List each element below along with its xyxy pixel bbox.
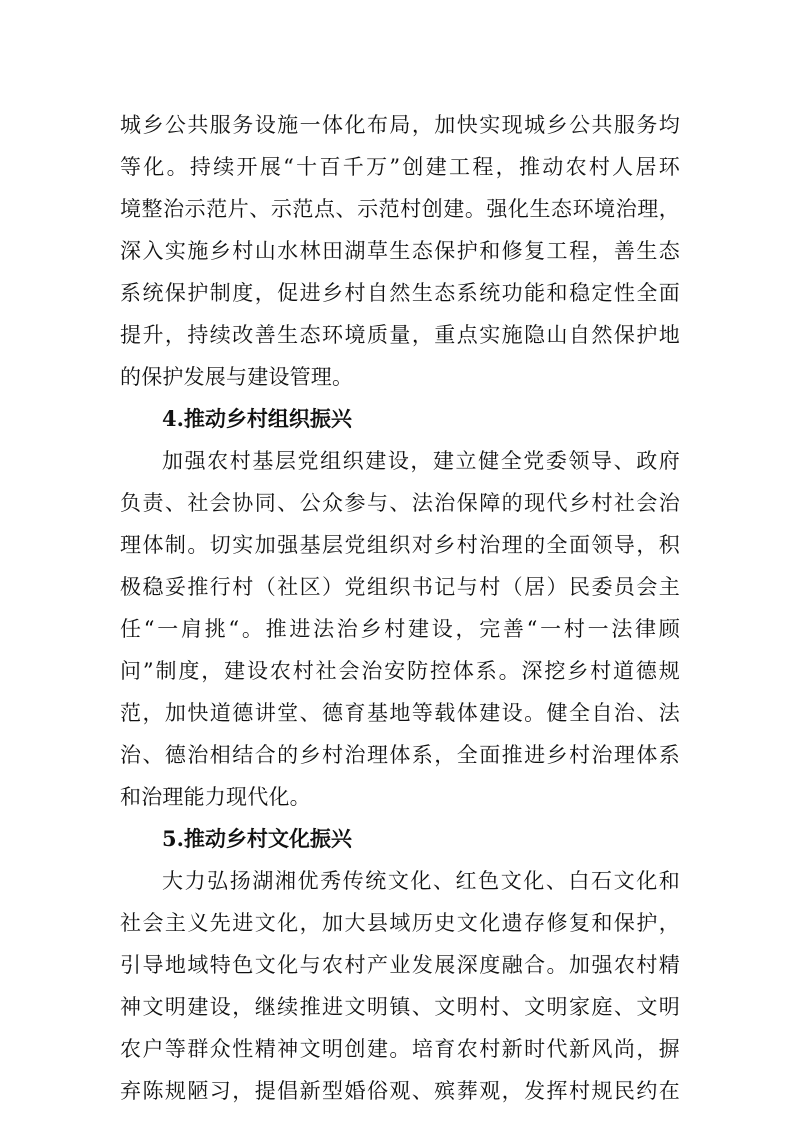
paragraph-line: 大力弘扬湖湘优秀传统文化、红色文化、白石文化和 xyxy=(162,869,680,893)
paragraph-line: 神文明建设，继续推进文明镇、文明村、文明家庭、文明 xyxy=(120,995,680,1019)
paragraph-line: 负责、社会协同、公众参与、法治保障的现代乡村社会治 xyxy=(120,491,680,515)
paragraph-line: 治、德治相结合的乡村治理体系，全面推进乡村治理体系 xyxy=(120,743,680,767)
paragraph-line: 问”制度，建设农村社会治安防控体系。深挖乡村道德规 xyxy=(120,659,680,683)
paragraph-line: 理体制。切实加强基层党组织对乡村治理的全面领导，积 xyxy=(120,533,680,557)
paragraph-line: 任“一肩挑“。推进法治乡村建设，完善“一村一法律顾 xyxy=(120,617,680,641)
paragraph-line: 系统保护制度，促进乡村自然生态系统功能和稳定性全面 xyxy=(120,281,680,305)
paragraph-line: 深入实施乡村山水林田湖草生态保护和修复工程，善生态 xyxy=(120,239,680,263)
paragraph-line: 城乡公共服务设施一体化布局，加快实现城乡公共服务均 xyxy=(120,113,680,137)
paragraph-line: 境整治示范片、示范点、示范村创建。强化生态环境治理， xyxy=(120,197,680,221)
paragraph-line: 加强农村基层党组织建设，建立健全党委领导、政府 xyxy=(162,449,680,473)
paragraph-line: 等化。持续开展“十百千万”创建工程，推动农村人居环 xyxy=(120,155,680,179)
section-heading: 5.推动乡村文化振兴 xyxy=(162,826,352,851)
paragraph-line: 和治理能力现代化。 xyxy=(120,785,311,809)
paragraph-line: 提升，持续改善生态环境质量，重点实施隐山自然保护地 xyxy=(120,323,680,347)
paragraph-line: 弃陈规陋习，提倡新型婚俗观、殡葬观，发挥村规民约在 xyxy=(120,1079,680,1103)
paragraph-line: 的保护发展与建设管理。 xyxy=(120,365,354,389)
paragraph-line: 引导地域特色文化与农村产业发展深度融合。加强农村精 xyxy=(120,953,680,977)
paragraph-line: 范，加快道德讲堂、德育基地等载体建设。健全自治、法 xyxy=(120,701,680,725)
paragraph-line: 农户等群众性精神文明创建。培育农村新时代新风尚，摒 xyxy=(120,1037,680,1061)
paragraph-line: 社会主义先进文化，加大县域历史文化遗存修复和保护， xyxy=(120,911,680,935)
section-heading: 4.推动乡村组织振兴 xyxy=(162,406,352,431)
paragraph-line: 极稳妥推行村（社区）党组织书记与村（居）民委员会主 xyxy=(120,575,680,599)
